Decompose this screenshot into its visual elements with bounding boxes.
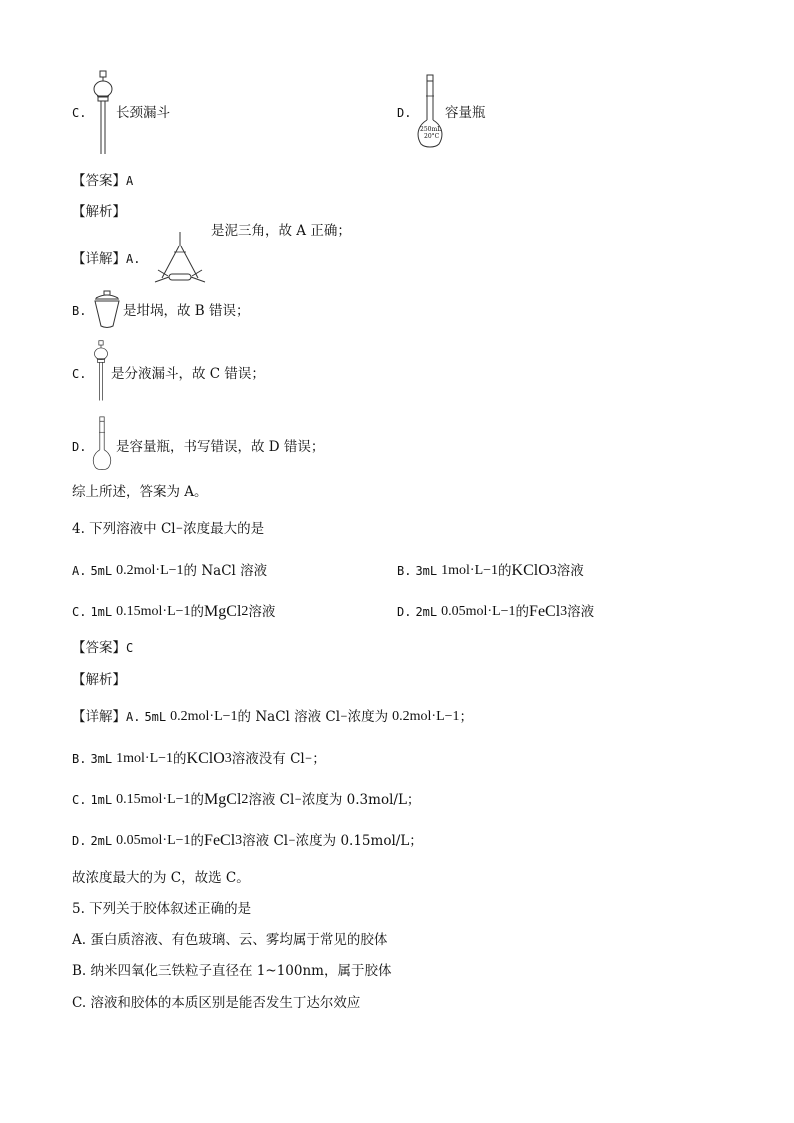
q4-option-d: D. 2mL 0.05mol·L −1 的 FeCl 3 溶液	[397, 603, 595, 620]
q5-stem: 5. 下列关于胶体叙述正确的是	[72, 901, 252, 917]
q4-detail-c: C. 1mL 0.15mol·L −1 的 MgCl 2 溶液 Cl − 浓度为 0.3mol/L；	[72, 791, 421, 808]
q4-analysis-tag: 【解析】	[72, 672, 126, 688]
option-c-label: C.	[72, 106, 87, 120]
flask-temp-label: 20°C	[424, 133, 440, 140]
q4-detail-d: D. 2mL 0.05mol·L −1 的 FeCl 3 溶液 Cl − 浓度为 0.15mol/L；	[72, 832, 423, 849]
q4-stem: 4. 下列溶液中 Cl − 浓度最大的是	[72, 521, 265, 537]
q4-detail-a: 【详解】 A. 5mL 0.2mol·L −1 的 NaCl 溶液 Cl − 浓度为 0.2mol·L −1 ；	[72, 709, 474, 725]
q3-detail-a-prefix: 【详解】 A.	[72, 251, 141, 267]
q3-detail-c-text: 是分液漏斗，故 C 错误；	[111, 366, 265, 382]
q5-option-c: C. 溶液和胶体的本质区别是能否发生丁达尔效应	[72, 995, 361, 1011]
separatory-funnel-small-icon	[92, 340, 110, 402]
crucible-icon	[92, 290, 122, 330]
q4-option-b: B. 3mL 1mol·L −1 的 KClO 3 溶液	[397, 562, 584, 579]
q4-answer: 【答案】 C	[72, 640, 134, 656]
flask-volume-label: 250mL	[420, 126, 442, 133]
separatory-funnel-icon	[92, 70, 114, 156]
q3-detail-b-label: B.	[72, 304, 87, 318]
q3-analysis-tag: 【解析】	[72, 204, 126, 220]
q5-option-b: B. 纳米四氧化三铁粒子直径在 1~100nm，属于胶体	[72, 963, 392, 979]
q4-summary: 故浓度最大的为 C，故选 C。	[72, 870, 250, 886]
q4-option-c: C. 1mL 0.15mol·L −1 的 MgCl 2 溶液	[72, 603, 276, 620]
q4-option-a: A. 5mL 0.2mol·L −1 的 NaCl 溶液	[72, 563, 268, 579]
q5-option-a: A. 蛋白质溶液、有色玻璃、云、雾均属于常见的胶体	[72, 932, 388, 948]
volumetric-flask-small-icon	[91, 416, 113, 472]
q3-answer: 【答案】 A	[72, 173, 134, 189]
clay-triangle-icon	[152, 230, 208, 284]
q3-detail-c-label: C.	[72, 367, 87, 381]
q3-detail-b-text: 是坩埚，故 B 错误；	[123, 303, 250, 319]
option-d-text: 容量瓶	[445, 105, 486, 121]
q4-detail-b: B. 3mL 1mol·L −1 的 KClO 3 溶液没有 Cl − ；	[72, 750, 326, 767]
option-c-text: 长颈漏斗	[116, 105, 170, 121]
q3-detail-a-text: 是泥三角，故 A 正确；	[211, 223, 351, 239]
q3-detail-d-text: 是容量瓶，书写错误，故 D 错误；	[116, 439, 325, 455]
q3-detail-d-label: D.	[72, 440, 87, 454]
q3-summary: 综上所述，答案为 A。	[72, 484, 208, 500]
option-d-label: D.	[397, 106, 412, 120]
